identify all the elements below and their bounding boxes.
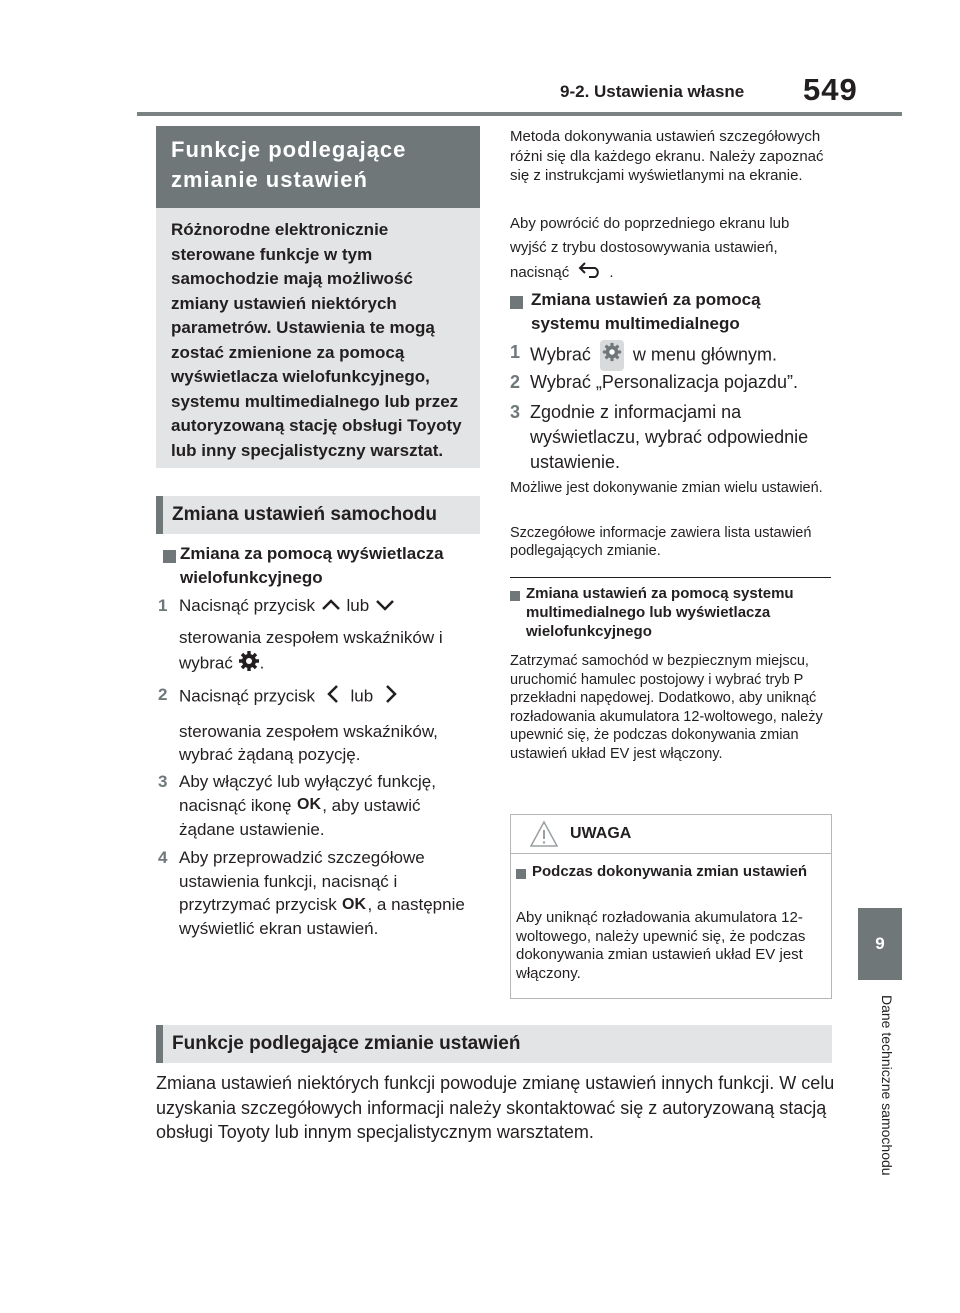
- section-heading-bar: [156, 1025, 163, 1063]
- running-header: 9-2. Ustawienia własne: [560, 82, 745, 101]
- left-step-2: [158, 683, 474, 767]
- warning-text: Aby uniknąć rozładowania akumulatora 12-woltowego, należy upewnić się, że podczas dokonywania zmian ustawień układ EV jest włączony.: [516, 909, 806, 982]
- gear-icon: [600, 340, 624, 371]
- page-number: 549: [803, 72, 858, 107]
- step-number: 3: [510, 402, 521, 422]
- step-text: Wybrać „Personalizacja pojazdu”.: [530, 372, 798, 392]
- chevron-down-icon: [374, 595, 396, 619]
- left-step-1: [158, 594, 474, 678]
- section-heading-bar: [156, 496, 163, 534]
- step-number: 2: [510, 372, 521, 392]
- note-details: Szczegółowe informacje zawiera lista ustawień podlegających zmianie.: [510, 525, 812, 559]
- ok-button-icon: [296, 794, 322, 818]
- subheading-both: [510, 584, 830, 641]
- back-arrow-icon: [577, 260, 605, 286]
- step-text: Aby włączyć lub wyłączyć funkcję, nacisnąć ikonę: [179, 772, 436, 815]
- para-text: Aby powrócić do poprzedniego ekranu lub wyjść z trybu dostosowywania ustawień, nacisnąć: [510, 215, 790, 281]
- subheading-text: Zmiana ustawień za pomocą systemu multimedialnego lub wyświetlacza wielofunkcyjnego: [526, 585, 794, 640]
- chevron-left-icon: [326, 683, 340, 712]
- bullet-square: [163, 550, 176, 563]
- step-text: , aby ustawić żądane ustawienie.: [179, 795, 421, 839]
- ok-button-icon: [341, 894, 367, 918]
- step-text: Zgodnie z informacjami na wyświetlaczu, wybrać odpowiednie ustawienie.: [530, 402, 809, 472]
- right-step-1: [510, 340, 830, 371]
- warning-heading: [516, 862, 821, 881]
- warning-title: UWAGA: [570, 825, 632, 842]
- left-step-3: [158, 770, 474, 841]
- warning-triangle-icon: [529, 820, 559, 853]
- intro-text: Różnorodne elektronicznie sterowane funkcje w tym samochodzie mają możliwość zmiany ustawień niektórych parametrów. Ustawienia te mogą zostać zmienione za pomocą wyświetlacza wielofunkcyjnego, systemu multimedialnego lub przez autoryzowaną stację obsługi Toyoty lub inny specjalistyczny warsztat.: [171, 220, 462, 460]
- subheading-display: [163, 542, 473, 590]
- bullet-square: [510, 591, 520, 601]
- step-text: Aby przeprowadzić szczegółowe ustawienia funkcji, nacisnąć i przytrzymać przycisk: [179, 848, 425, 914]
- step-text: sterowania zespołem wskaźników, wybrać żądaną pozycję.: [179, 721, 438, 764]
- bottom-text: Zmiana ustawień niektórych funkcji powoduje zmianę ustawień innych funkcji. W celu uzyskania szczegółowych informacji należy skontaktować się z autoryzowaną stacją obsługi Toyoty lub innym specjalistycznym warsztatem.: [156, 1073, 835, 1142]
- step-text: .: [259, 653, 265, 673]
- step-number: 2: [158, 685, 168, 704]
- step-text: , a następnie wyświetlić ekran ustawień.: [179, 895, 465, 939]
- subheading-multimedia: [510, 288, 830, 336]
- right-para-1: Metoda dokonywania ustawień szczegółowych różni się dla każdego ekranu. Należy zapoznać się z instrukcjami wyświetlanymi na ekranie.: [510, 128, 824, 184]
- gear-icon: [238, 650, 260, 679]
- chapter-tab: 9: [858, 908, 902, 980]
- step-text: Wybrać: [530, 344, 591, 365]
- chapter-title: Dane techniczne samochodu: [879, 995, 895, 1176]
- right-para-2: [510, 212, 830, 286]
- step-number: 1: [510, 342, 521, 362]
- left-step-4: [158, 846, 474, 941]
- section-heading: Funkcje podlegające zmianie ustawień: [172, 1033, 521, 1054]
- header-rule: [137, 112, 902, 116]
- step-text: Nacisnąć przycisk: [179, 686, 316, 706]
- subheading-text: Zmiana za pomocą wyświetlacza wielofunkcyjnego: [180, 544, 444, 587]
- step-number: 4: [158, 848, 168, 867]
- title-box-heading: Funkcje podlegające zmianie ustawień: [171, 137, 407, 192]
- step-number: 3: [158, 772, 168, 791]
- bullet-square: [516, 869, 526, 879]
- chevron-right-icon: [384, 683, 398, 712]
- svg-text:OK: OK: [297, 796, 322, 812]
- divider-rule: [510, 577, 831, 578]
- chevron-up-icon: [320, 595, 342, 619]
- svg-text:OK: OK: [342, 895, 367, 911]
- warning-divider: [511, 853, 831, 854]
- bottom-section-heading-box: [156, 1025, 832, 1063]
- warning-heading-text: Podczas dokonywania zmian ustawień: [532, 863, 808, 880]
- right-step-2: [510, 370, 830, 395]
- step-text: lub: [350, 686, 374, 706]
- step-text: Nacisnąć przycisk: [179, 596, 316, 615]
- step-text: sterowania zespołem wskaźników i wybrać: [179, 628, 443, 673]
- procedure-text: Zatrzymać samochód w bezpiecznym miejscu, uruchomić hamulec postojowy i wybrać tryb P przekładni napędowej. Dodatkowo, aby uniknąć rozładowania akumulatora 12-woltowego, należy upewnić się, że podczas dokonywania zmian ustawień układ EV jest włączony.: [510, 653, 823, 762]
- step-number: 1: [158, 596, 168, 615]
- subheading-text: Zmiana ustawień za pomocą systemu multimedialnego: [531, 290, 761, 333]
- note-multiple: Możliwe jest dokonywanie zmian wielu ustawień.: [510, 480, 823, 496]
- right-step-3: [510, 400, 820, 475]
- step-text: w menu głównym.: [632, 344, 777, 365]
- section-heading-box: [156, 496, 480, 534]
- section-heading: Zmiana ustawień samochodu: [172, 504, 437, 525]
- para-text: .: [609, 263, 614, 281]
- bullet-square: [510, 296, 523, 309]
- step-text: lub: [346, 596, 370, 615]
